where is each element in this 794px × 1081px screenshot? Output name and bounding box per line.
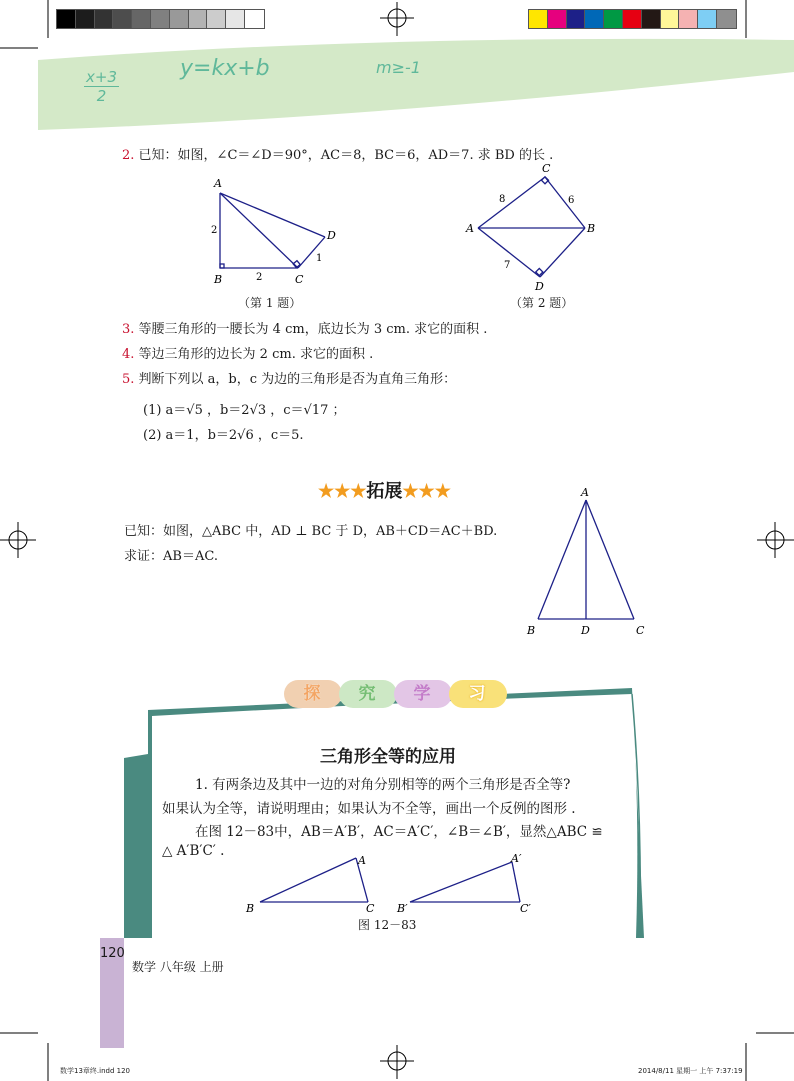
explore-paragraph-1: 1. 有两条边及其中一边的对角分别相等的两个三角形是否全等?: [195, 777, 571, 793]
label-C: C: [636, 624, 645, 637]
header-formula-function: y=kx+b: [180, 56, 270, 81]
extension-title: 拓展: [366, 481, 403, 502]
label-C-prime: C′: [520, 902, 531, 915]
length-CB: 6: [568, 195, 575, 206]
exercise-5-part-2: (2) a＝1，b＝2√6 ，c＝5.: [143, 428, 304, 443]
exercise-number: 5.: [122, 372, 135, 387]
figure-12-83-caption: 图 12－83: [358, 918, 417, 932]
file-name: 数学13章终.indd 120: [60, 1067, 130, 1075]
label-B: B: [246, 902, 255, 915]
label-B: B: [527, 624, 536, 637]
label-B: B: [587, 222, 596, 235]
figure-2-caption: （第 2 题）: [510, 296, 574, 310]
explore-paragraph-3: 在图 12－83中，AB＝A′B′，AC＝A′C′，∠B＝∠B′，显然△ABC ≌: [195, 824, 603, 840]
extension-figure: [522, 484, 652, 639]
badge-explore-1: 探: [284, 680, 342, 708]
exercise-number: 4.: [122, 347, 135, 362]
label-A: A: [466, 222, 474, 235]
exercise-4: [122, 343, 373, 362]
extension-heading: [318, 477, 451, 503]
label-C: C: [542, 162, 551, 175]
exercise-text: 等腰三角形的一腰长为 4 cm，底边长为 3 cm. 求它的面积 .: [138, 322, 488, 337]
header-formula-fraction: x+3 2: [86, 68, 117, 105]
exercise-5-part-1: (1) a＝√5 ，b＝2√3 ，c＝√17 ；: [143, 403, 346, 418]
label-A: A: [581, 486, 589, 499]
exercise-3: [122, 318, 487, 337]
explore-paragraph-2: 如果认为全等，请说明理由；如果认为不全等，画出一个反例的图形 .: [162, 801, 576, 817]
book-title: 数学 八年级 上册: [132, 960, 224, 974]
label-A-prime: A′: [511, 852, 522, 865]
figure-1: [200, 175, 350, 287]
label-B: B: [214, 273, 223, 286]
label-A: A: [358, 854, 366, 867]
figure-12-83: [240, 850, 540, 918]
length-AD: 7: [504, 260, 511, 271]
badge-explore-2: 究: [339, 680, 397, 708]
star-icon: ★★★: [402, 481, 451, 502]
label-C: C: [295, 273, 304, 286]
label-B-prime: B′: [397, 902, 408, 915]
explore-paragraph-4: △ A′B′C′ .: [162, 843, 225, 859]
page-number: 120: [100, 946, 125, 961]
length-BC: 2: [256, 272, 263, 283]
label-A: A: [214, 177, 222, 190]
exercise-text: 判断下列以 a，b，c 为边的三角形是否为直角三角形：: [138, 372, 457, 387]
label-D: D: [327, 229, 336, 242]
figure-1-caption: （第 1 题）: [238, 296, 302, 310]
badge-explore-3: 学: [394, 680, 452, 708]
length-CD: 1: [316, 253, 323, 264]
extension-prove: 求证：AB＝AC.: [124, 549, 218, 564]
exercise-number: 3.: [122, 322, 135, 337]
header-formula-inequality: m≥-1: [376, 58, 421, 77]
label-C: C: [366, 902, 375, 915]
exercise-text: 已知：如图，∠C＝∠D＝90°，AC＝8，BC＝6，AD＝7. 求 BD 的长 .: [138, 148, 554, 163]
label-D: D: [535, 280, 544, 290]
explore-title: 三角形全等的应用: [320, 747, 456, 767]
extension-given: 已知：如图，△ABC 中，AD ⊥ BC 于 D，AB＋CD＝AC＋BD.: [124, 524, 498, 539]
exercise-text: 等边三角形的边长为 2 cm. 求它的面积 .: [138, 347, 374, 362]
figure-2: [462, 160, 607, 290]
badge-explore-4: 习: [449, 680, 507, 708]
exercise-5: [122, 368, 456, 387]
length-AB: 2: [211, 225, 218, 236]
exercise-number: 2.: [122, 148, 135, 163]
label-D: D: [581, 624, 590, 637]
star-icon: ★★★: [318, 481, 367, 502]
print-timestamp: 2014/8/11 星期一 上午 7:37:19: [638, 1067, 743, 1075]
length-AC: 8: [499, 194, 506, 205]
